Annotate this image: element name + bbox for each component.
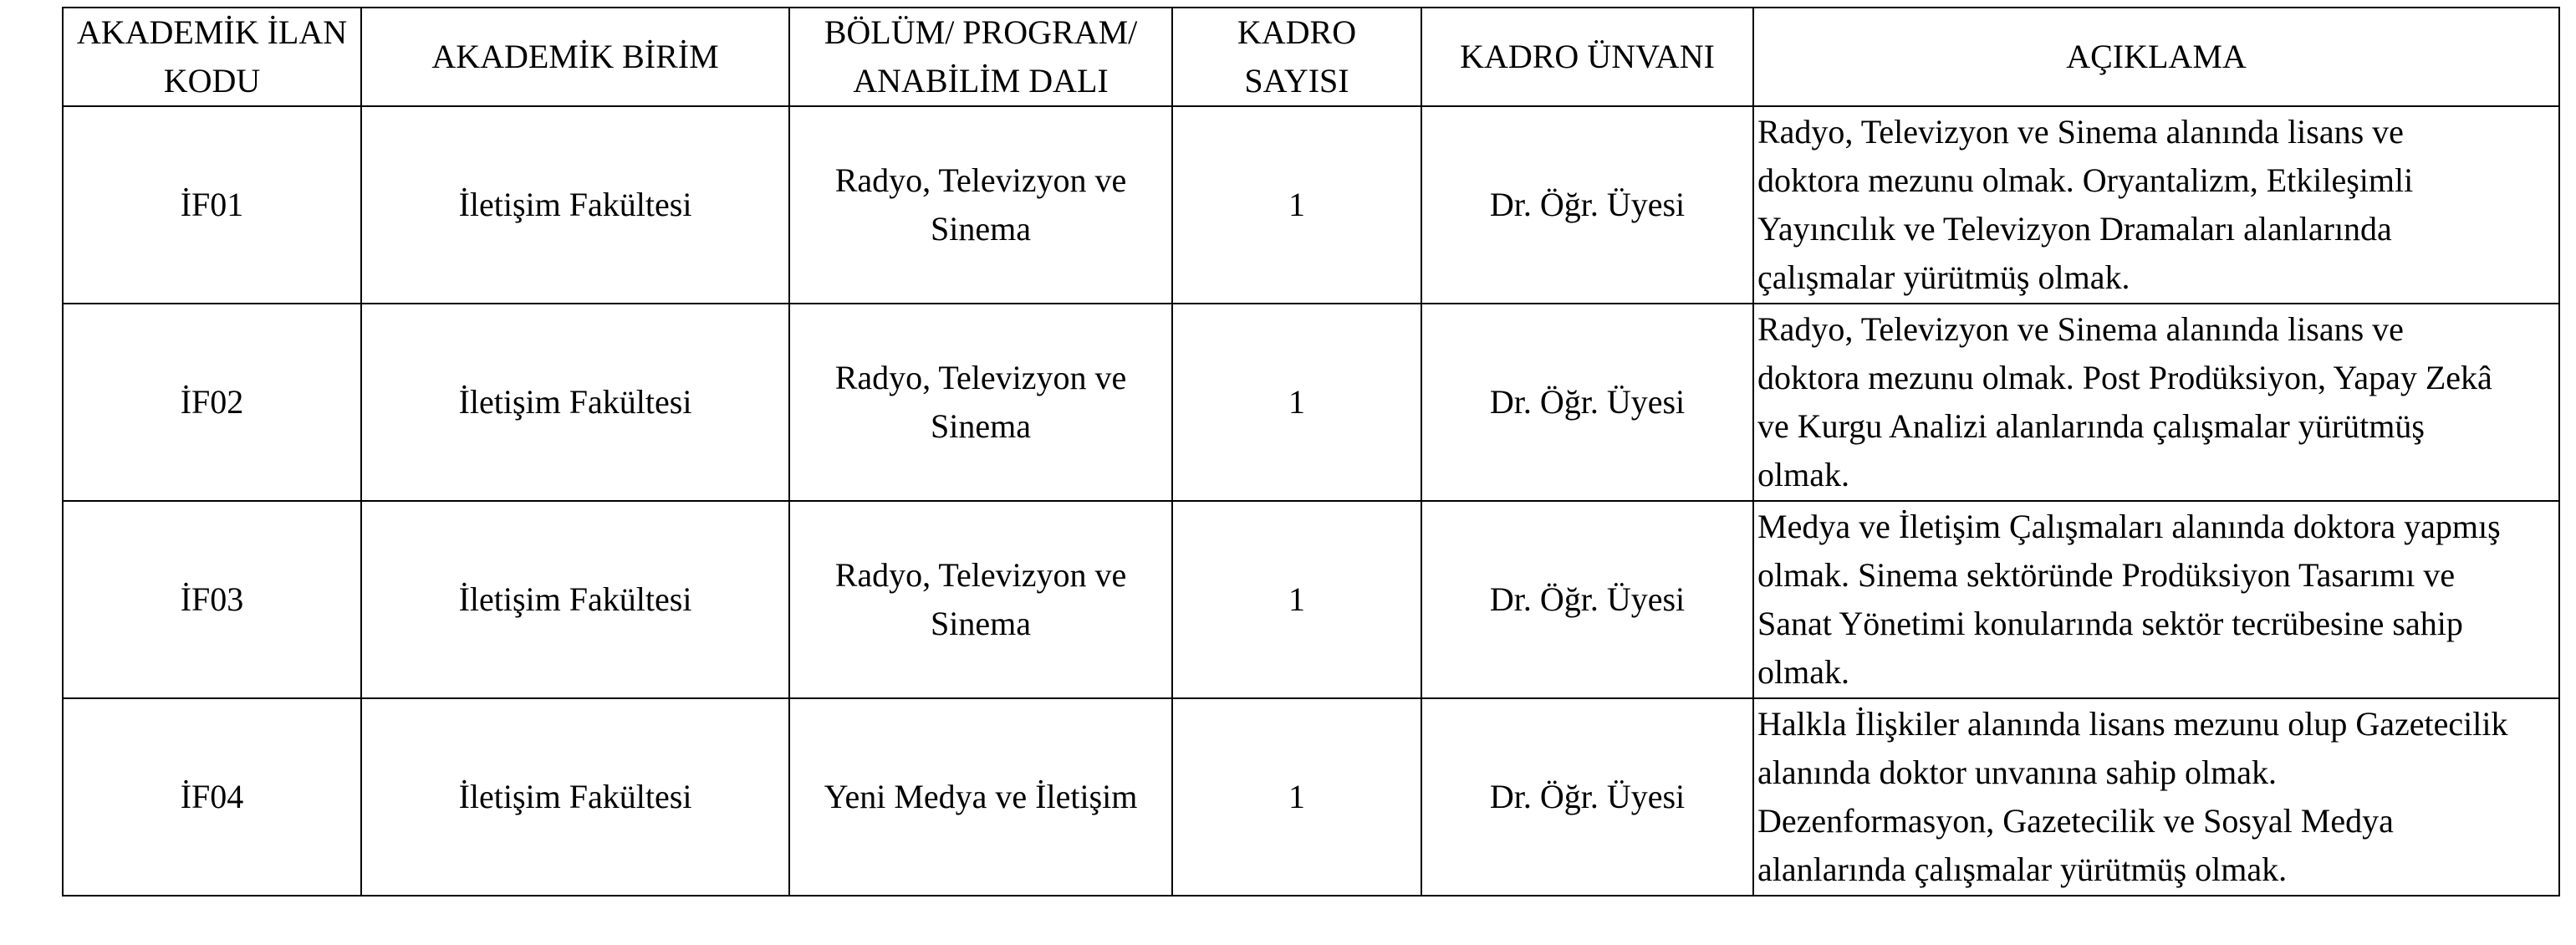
cell-bolum-program: Radyo, Televizyon ve Sinema — [789, 304, 1172, 501]
table-row — [63, 501, 2559, 698]
header-row — [63, 8, 2559, 106]
cell-akademik-birim: İletişim Fakültesi — [361, 698, 789, 896]
table-row — [63, 698, 2559, 896]
cell-bolum-program: Yeni Medya ve İletişim — [789, 698, 1172, 896]
header-kadro-sayisi: KADRO SAYISI — [1172, 8, 1421, 106]
cell-akademik-birim: İletişim Fakültesi — [361, 304, 789, 501]
cell-akademik-birim: İletişim Fakültesi — [361, 501, 789, 698]
cell-kadro-unvani: Dr. Öğr. Üyesi — [1421, 304, 1753, 501]
cell-ilan-kodu: İF03 — [63, 501, 361, 698]
table-row — [63, 304, 2559, 501]
cell-kadro-sayisi: 1 — [1172, 698, 1421, 896]
table-header — [63, 8, 2559, 106]
cell-ilan-kodu: İF02 — [63, 304, 361, 501]
cell-aciklama: Halkla İlişkiler alanında lisans mezunu olup Gazetecilik alanında doktor unvanına sahip olmak. Dezenformasyon, Gazetecilik ve Sosyal Medya alanlarında çalışmalar yürütmüş olmak. — [1753, 698, 2559, 896]
cell-aciklama: Medya ve İletişim Çalışmaları alanında doktora yapmış olmak. Sinema sektöründe Prodüksiyon Tasarımı ve Sanat Yönetimi konularında sektör tecrübesine sahip olmak. — [1753, 501, 2559, 698]
header-kadro-unvani: KADRO ÜNVANI — [1421, 8, 1753, 106]
cell-kadro-sayisi: 1 — [1172, 501, 1421, 698]
table-body — [63, 106, 2559, 896]
cell-bolum-program: Radyo, Televizyon ve Sinema — [789, 106, 1172, 304]
cell-kadro-unvani: Dr. Öğr. Üyesi — [1421, 501, 1753, 698]
cell-kadro-unvani: Dr. Öğr. Üyesi — [1421, 106, 1753, 304]
cell-ilan-kodu: İF04 — [63, 698, 361, 896]
table-row — [63, 106, 2559, 304]
cell-aciklama: Radyo, Televizyon ve Sinema alanında lisans ve doktora mezunu olmak. Oryantalizm, Etkileşimli Yayıncılık ve Televizyon Dramaları alanlarında çalışmalar yürütmüş olmak. — [1753, 106, 2559, 304]
cell-kadro-sayisi: 1 — [1172, 304, 1421, 501]
cell-bolum-program: Radyo, Televizyon ve Sinema — [789, 501, 1172, 698]
header-akademik-birim: AKADEMİK BİRİM — [361, 8, 789, 106]
header-ilan-kodu: AKADEMİK İLAN KODU — [63, 8, 361, 106]
cell-kadro-sayisi: 1 — [1172, 106, 1421, 304]
cell-kadro-unvani: Dr. Öğr. Üyesi — [1421, 698, 1753, 896]
cell-akademik-birim: İletişim Fakültesi — [361, 106, 789, 304]
header-bolum-program: BÖLÜM/ PROGRAM/ ANABİLİM DALI — [789, 8, 1172, 106]
cell-aciklama: Radyo, Televizyon ve Sinema alanında lisans ve doktora mezunu olmak. Post Prodüksiyon, Yapay Zekâ ve Kurgu Analizi alanlarında çalışmalar yürütmüş olmak. — [1753, 304, 2559, 501]
academic-positions-table — [62, 7, 2560, 896]
cell-ilan-kodu: İF01 — [63, 106, 361, 304]
header-aciklama: AÇIKLAMA — [1753, 8, 2559, 106]
